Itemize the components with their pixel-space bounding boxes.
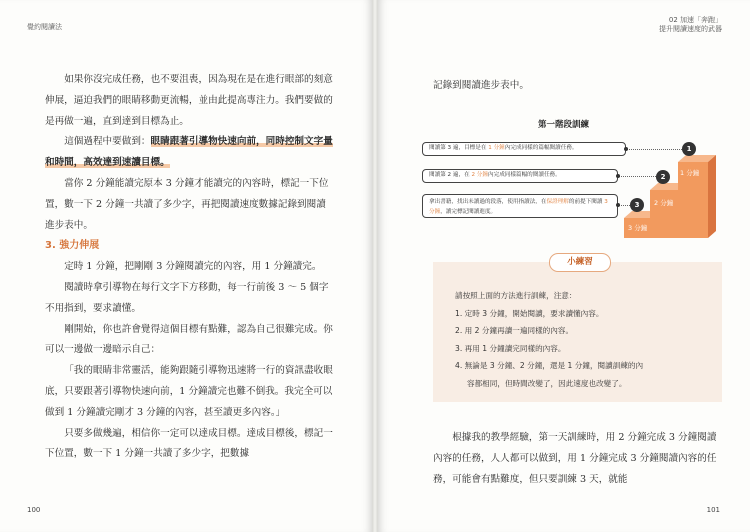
quote-paragraph: 「我的眼睛非常靈活，能夠跟隨引導物迅速將一行的資訊盡收眼底，只要跟著引導物快速向前，1 分鐘讀完也難不倒我。我完全可以做到 1 分鐘讀完剛才 3 分鐘的內容，甚至讀更多內容。」 <box>45 365 333 418</box>
paragraph: 記錄到閱讀進步表中。 <box>433 80 529 91</box>
paragraph: 如果你沒完成任務，也不要沮喪，因為現在是在進行眼部的刻意伸展，逼迫我們的眼睛移動更流暢，並由此提高專注力。我們要做的是再做一遍，直到達到目標為止。 <box>45 74 333 127</box>
practice-intro: 請按照上面的方法進行訓練，注意： <box>455 291 577 300</box>
practice-item: 1. 定時 3 分鐘，開始閱讀，要求讀懂內容。 <box>455 308 604 318</box>
practice-title: 小練習 <box>549 253 611 272</box>
page-number-right: 101 <box>706 506 720 514</box>
step-1-side <box>708 155 716 238</box>
step-label-3: 3 分鐘 <box>628 224 648 232</box>
note-accent: 1 分鐘 <box>488 145 505 151</box>
step-label-2: 2 分鐘 <box>654 199 674 207</box>
left-body-text <box>45 70 335 465</box>
note-text: 閱讀第 3 遍，目標是在 <box>429 145 489 151</box>
note-accent: 保證理解 <box>546 199 569 205</box>
diagram-note-1 <box>422 194 618 218</box>
practice-box <box>433 257 722 402</box>
connector-line <box>618 176 656 177</box>
connector-dot <box>624 147 628 151</box>
step-number-2: 2 <box>656 170 670 184</box>
practice-item: 2. 用 2 分鐘再讀一遍同樣的內容。 <box>455 326 574 335</box>
paragraph: 剛開始，你也許會覺得這個目標有點難，認為自己很難完成。你可以一邊做一邊暗示自己： <box>45 323 333 356</box>
right-page <box>378 0 750 532</box>
step-number-3: 3 <box>630 198 644 212</box>
section-heading: 3. 強力伸展 <box>45 240 100 252</box>
paragraph-highlighted <box>45 132 335 174</box>
paragraph: 根據我的教學經驗，第一天訓練時，用 2 分鐘完成 3 分鐘閱讀內容的任務，人人都可以做到，用 1 分鐘完成 3 分鐘閱讀內容的任務，可能會有點難度，但只要訓練 3 天，就能 <box>433 432 717 485</box>
step-label-1: 1 分鐘 <box>680 169 700 177</box>
note-text: 的前提下閱讀 <box>568 199 605 205</box>
note-text: ，讀完標記閱讀進度。 <box>440 209 497 215</box>
connector-line <box>626 149 682 150</box>
connector-dot <box>616 174 620 178</box>
diagram-note-3 <box>422 142 626 156</box>
highlighted-text: 眼睛跟著引導物快速向前，同時控制文字量和時間，高效達到速讀目標。 <box>45 136 333 169</box>
note-text: 內完成同樣的篇幅閱讀任務。 <box>504 145 578 151</box>
diagram-title: 第一階段訓練 <box>538 120 590 130</box>
note-text: 內完成同樣篇幅的閱讀任務。 <box>488 172 561 178</box>
chapter-subtitle: 提升閱讀速度的武器 <box>659 25 722 33</box>
practice-content <box>455 287 717 392</box>
note-accent: 3 分鐘 <box>429 199 608 215</box>
left-page <box>0 0 372 532</box>
paragraph: 當你 2 分鐘能讀完原本 3 分鐘才能讀完的內容時，標記一下位置，數一下 2 分鐘一共讀了多少字，再把閱讀速度數據記錄到閱讀進步表中。 <box>45 177 329 231</box>
practice-item-continued: 容都相同，但時間改變了，因此速度也改變了。 <box>467 378 627 388</box>
practice-item: 3. 再用 1 分鐘讀完同樣的內容。 <box>455 343 566 353</box>
note-text: 拿出書籍，找出未讀過的段落，使用指讀法，在 <box>429 199 547 205</box>
connector-dot <box>616 203 620 207</box>
paragraph-lead: 這個過程中要做到： <box>64 136 151 148</box>
step-number-1: 1 <box>682 142 696 156</box>
running-header-left: 覺約閱讀法 <box>27 23 62 31</box>
page-number-left: 100 <box>27 506 41 514</box>
note-text: 閱讀第 2 遍，在 <box>429 172 472 178</box>
right-bottom-text <box>433 428 723 490</box>
diagram-note-2 <box>422 169 618 183</box>
note-accent: 2 分鐘 <box>471 172 488 178</box>
practice-item: 4. 無論是 3 分鐘、2 分鐘，還是 1 分鐘，閱讀訓練的內 <box>455 361 644 370</box>
paragraph: 只要多做幾遍，相信你一定可以達成目標。達成目標後，標記一下位置，數一下 1 分鐘一共讀了多少字，把數據 <box>45 427 333 460</box>
paragraph: 定時 1 分鐘，把剛剛 3 分鐘閱讀完的內容，用 1 分鐘讀完。 <box>64 261 322 273</box>
chapter-label: 02 加速「奔跑」 <box>668 16 722 24</box>
paragraph: 閱讀時拿引導物在每行文字下方移動，每一行前後 3 ～ 5 個字不用指到，要求讀懂。 <box>45 281 329 314</box>
